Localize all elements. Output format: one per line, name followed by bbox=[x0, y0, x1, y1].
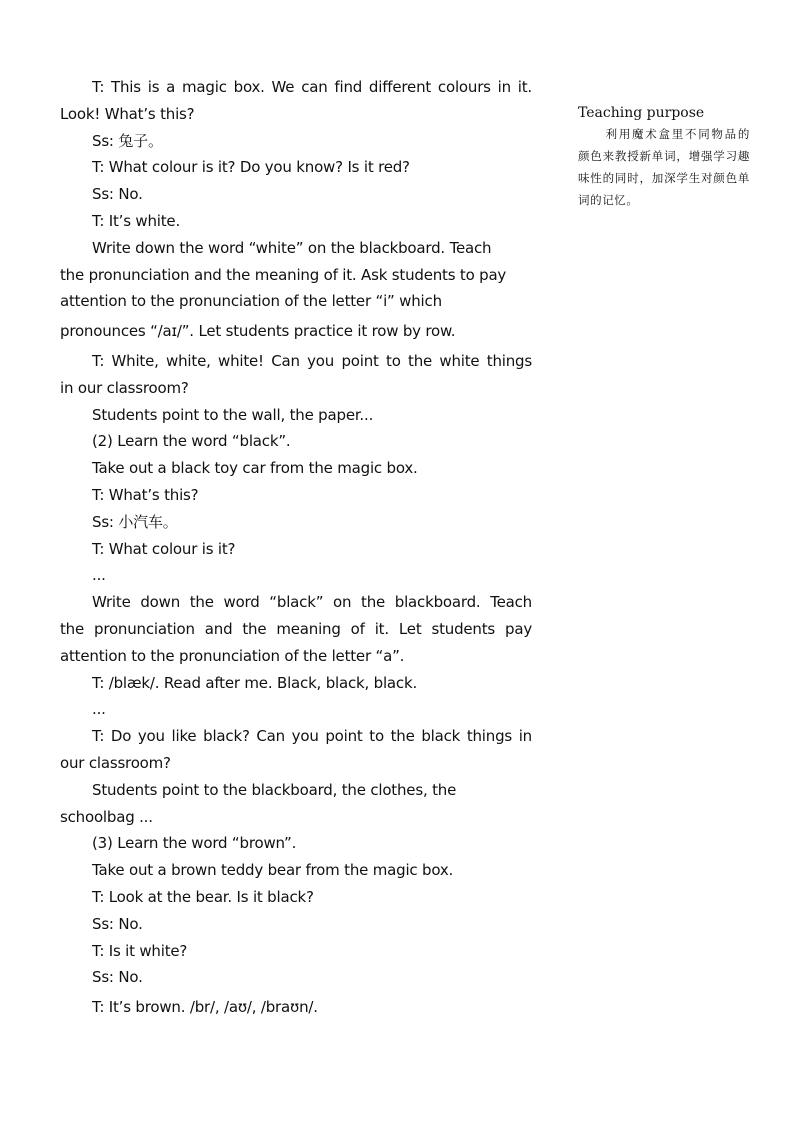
text-line: T: This is a magic box. We can find different colours in it. bbox=[92, 78, 532, 96]
text-line: ... bbox=[92, 700, 106, 719]
text-line: Ss: No. bbox=[92, 968, 143, 987]
text-line: Write down the word “black” on the blackboard. Teach bbox=[92, 593, 532, 612]
text-line: (3) Learn the word “brown”. bbox=[92, 834, 297, 853]
text-line: Ss: No. bbox=[92, 914, 143, 933]
text-line: T: Is it white? bbox=[92, 941, 188, 960]
text-line: attention to the pronunciation of the letter “i” which bbox=[60, 292, 442, 311]
text-line: attention to the pronunciation of the letter “a”. bbox=[60, 646, 405, 665]
text-line: (2) Learn the word “black”. bbox=[92, 432, 291, 451]
text-line: T: Do you like black? Can you point to the black things in bbox=[92, 727, 532, 746]
text-line: T: What colour is it? bbox=[92, 539, 236, 558]
text-line: Students point to the wall, the paper... bbox=[92, 405, 374, 424]
teaching-purpose-sidebar bbox=[578, 103, 750, 211]
text-line: Write down the word “white” on the blackboard. Teach bbox=[92, 238, 492, 257]
text-line: T: It’s white. bbox=[92, 211, 181, 230]
text-line: T: Look at the bear. Is it black? bbox=[92, 887, 314, 906]
text-line: schoolbag ... bbox=[60, 807, 153, 826]
text-line: ... bbox=[92, 566, 106, 585]
text-line: T: It’s brown. /br/, /aʊ/, /braʊn/. bbox=[92, 998, 318, 1017]
text-line: pronounces “/aɪ/”. Let students practice it row by row. bbox=[60, 322, 456, 341]
lesson-procedure-text bbox=[60, 74, 532, 1021]
text-line: Ss: No. bbox=[92, 185, 143, 204]
sidebar-body: 利用魔术盒里不同物品的颜色来教授新单词，增强学习趣味性的同时，加深学生对颜色单词的记忆。 bbox=[578, 127, 750, 207]
text-line: Look! What’s this? bbox=[60, 104, 195, 123]
text-line: T: White, white, white! Can you point to the white things bbox=[92, 351, 532, 370]
text-line: Students point to the blackboard, the clothes, the bbox=[92, 780, 457, 799]
text-line: T: What colour is it? Do you know? Is it red? bbox=[92, 158, 410, 177]
text-line: Ss: 小汽车。 bbox=[92, 512, 178, 531]
text-line: the pronunciation and the meaning of it. Let students pay bbox=[60, 619, 532, 638]
text-line: Take out a brown teddy bear from the magic box. bbox=[92, 861, 454, 880]
text-line: in our classroom? bbox=[60, 378, 189, 397]
text-line: Ss: 兔子。 bbox=[92, 131, 163, 150]
text-line: the pronunciation and the meaning of it. Ask students to pay bbox=[60, 265, 507, 284]
text-line: Take out a black toy car from the magic box. bbox=[92, 459, 418, 478]
text-line: our classroom? bbox=[60, 753, 171, 772]
sidebar-title: Teaching purpose bbox=[578, 105, 705, 121]
text-line: T: /blæk/. Read after me. Black, black, black. bbox=[92, 673, 418, 692]
text-line: T: What’s this? bbox=[92, 485, 199, 504]
